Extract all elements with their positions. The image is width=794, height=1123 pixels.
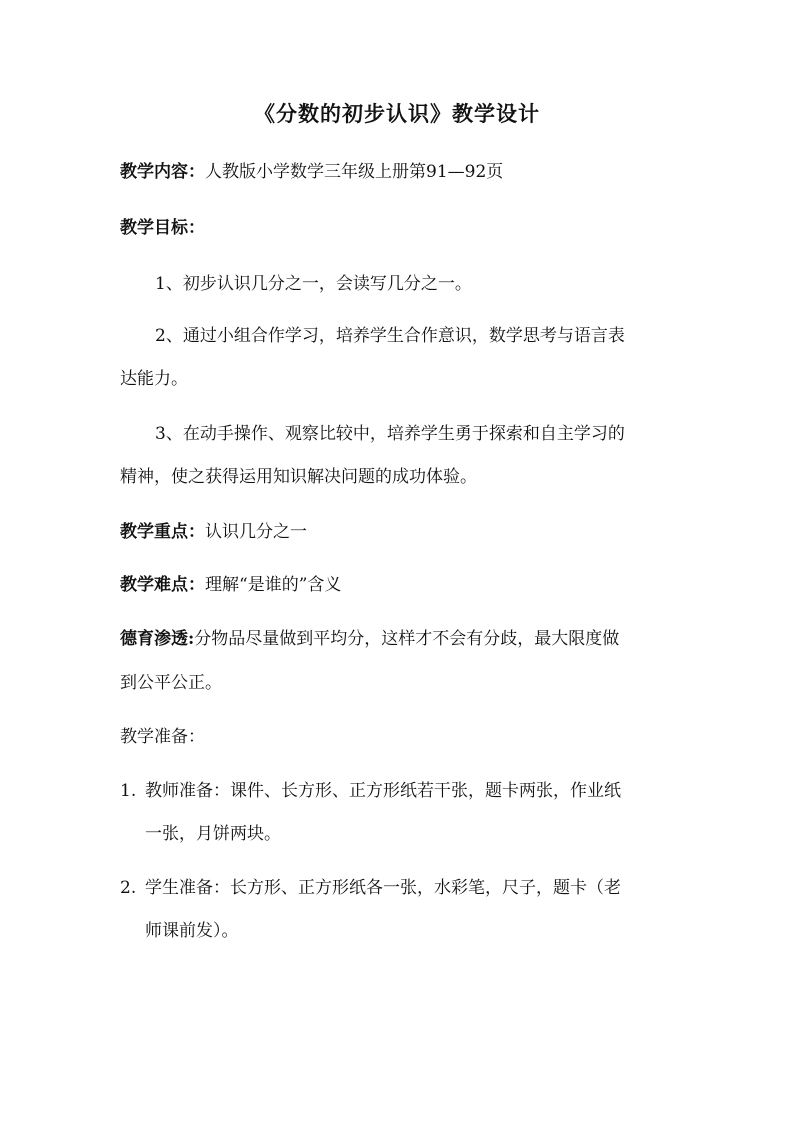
objective-item-1: 1、初步认识几分之一，会读写几分之一。	[155, 274, 472, 294]
document-title: 《分数的初步认识》教学设计	[254, 101, 540, 126]
difficult-point-label: 教学难点：	[120, 575, 205, 595]
preparation-heading: 教学准备：	[120, 727, 205, 747]
objective-item-2-line1: 2、通过小组合作学习，培养学生合作意识，数学思考与语言表	[155, 326, 625, 346]
key-point-row	[120, 510, 680, 554]
moral-label: 德育渗透:	[120, 629, 195, 649]
key-point-label: 教学重点：	[120, 522, 205, 542]
objectives-heading	[120, 206, 680, 250]
objectives-label: 教学目标：	[120, 218, 205, 238]
moral-text-line1: 分物品尽量做到平均分，这样才不会有分歧，最大限度做	[194, 629, 620, 649]
key-point-text: 认识几分之一	[205, 522, 307, 542]
objective-item-3-line1: 3、在动手操作、观察比较中，培养学生勇于探索和自主学习的	[155, 424, 625, 444]
preparation-item-1-line2: 一张，月饼两块。	[145, 824, 281, 844]
objective-item-2-line2: 达能力。	[120, 369, 188, 389]
objective-item-3-line2: 精神，使之获得运用知识解决问题的成功体验。	[120, 467, 477, 487]
difficult-point-text: 理解“是谁的”含义	[205, 575, 342, 595]
content-label: 教学内容：	[120, 162, 205, 182]
preparation-item-2-line1: 学生准备：长方形、正方形纸各一张，水彩笔，尺子，题卡（老	[145, 878, 621, 898]
preparation-item-1-number: 1.	[120, 781, 137, 801]
content-row	[120, 150, 680, 194]
preparation-item-2-line2: 师课前发）。	[145, 921, 239, 941]
preparation-item-1-line1: 教师准备：课件、长方形、正方形纸若干张，题卡两张，作业纸	[145, 781, 621, 801]
preparation-item-2-number: 2.	[120, 878, 137, 898]
moral-text-line2: 到公平公正。	[120, 673, 222, 693]
difficult-point-row	[120, 563, 680, 607]
moral-row-line1	[120, 617, 680, 661]
content-text: 人教版小学数学三年级上册第91—92页	[205, 162, 504, 182]
